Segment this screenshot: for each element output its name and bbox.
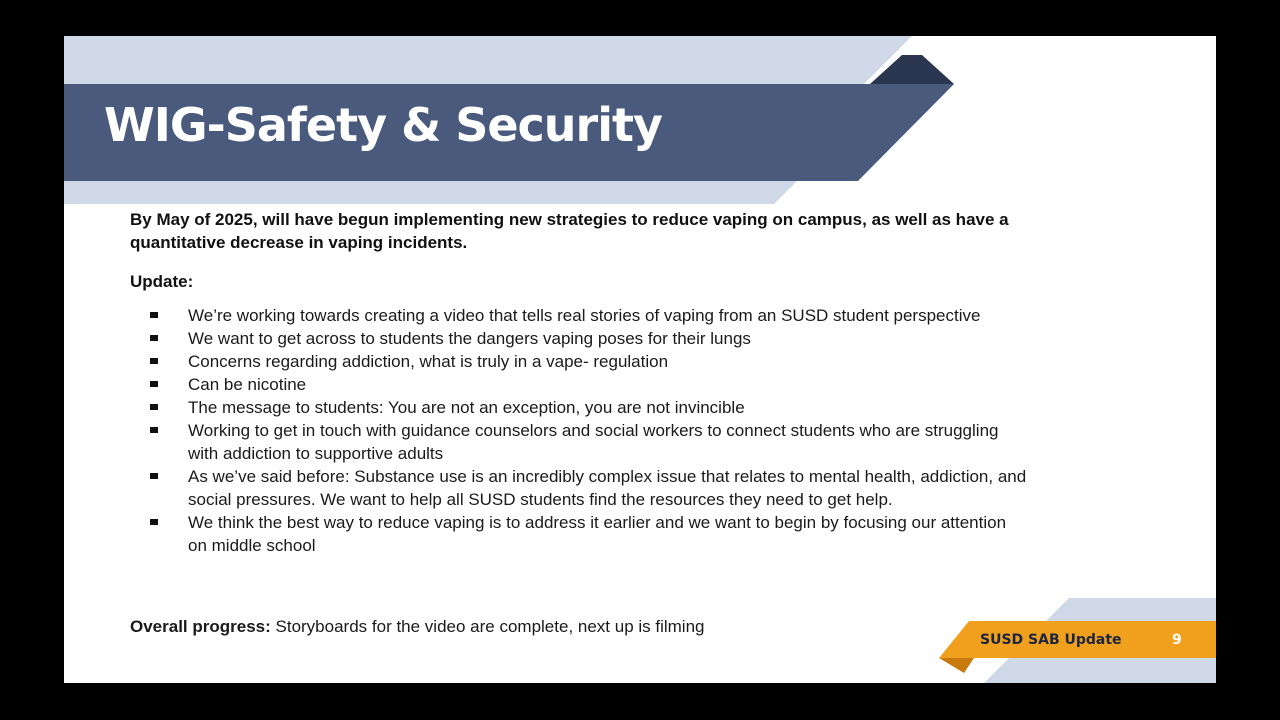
square-bullet-icon — [150, 427, 158, 433]
bullet-item — [148, 419, 1028, 465]
footer-orange-fold — [939, 658, 974, 673]
progress-label: Overall progress: — [130, 617, 271, 636]
square-bullet-icon — [150, 473, 158, 479]
bullet-text: Concerns regarding addiction, what is truly in a vape- regulation — [188, 352, 669, 371]
page-number: 9 — [1172, 632, 1182, 648]
bullet-item — [148, 350, 1028, 373]
bullet-text: As we’ve said before: Substance use is an incredibly complex issue that relates to mental health, addiction, and social pressures. We want to help all SUSD students find the resources they need to get help. — [188, 467, 1027, 509]
square-bullet-icon — [150, 381, 158, 387]
bullet-item — [148, 465, 1028, 511]
bullet-item — [148, 304, 1028, 327]
bullet-item — [148, 373, 1028, 396]
bullet-text: Working to get in touch with guidance counselors and social workers to connect students who are struggling with addiction to supportive adults — [188, 421, 999, 463]
goal-statement: By May of 2025, will have begun implementing new strategies to reduce vaping on campus, as well as have a quantitative decrease in vaping incidents. — [130, 210, 1009, 252]
bullet-text: We want to get across to students the dangers vaping poses for their lungs — [188, 329, 751, 348]
overall-progress — [130, 617, 705, 637]
square-bullet-icon — [150, 335, 158, 341]
update-bullet-list — [148, 304, 1028, 557]
square-bullet-icon — [150, 404, 158, 410]
square-bullet-icon — [150, 312, 158, 318]
bullet-text: The message to students: You are not an exception, you are not invincible — [188, 398, 745, 417]
slide-title: WIG-Safety & Security — [104, 98, 662, 152]
square-bullet-icon — [150, 519, 158, 525]
bullet-text: Can be nicotine — [188, 375, 307, 394]
update-heading: Update: — [130, 272, 194, 291]
footer-label: SUSD SAB Update — [980, 632, 1122, 648]
bullet-item — [148, 327, 1028, 350]
bullet-item — [148, 511, 1028, 557]
banner-light-strip-top — [64, 36, 912, 84]
progress-text: Storyboards for the video are complete, next up is filming — [270, 617, 705, 636]
bullet-item — [148, 396, 1028, 419]
slide — [64, 36, 1216, 683]
banner-light-strip-bottom — [64, 181, 797, 204]
bullet-text: We’re working towards creating a video that tells real stories of vaping from an SUSD student perspective — [188, 306, 981, 325]
bullet-text: We think the best way to reduce vaping is to address it earlier and we want to begin by focusing our attention on middle school — [188, 513, 1007, 555]
square-bullet-icon — [150, 358, 158, 364]
